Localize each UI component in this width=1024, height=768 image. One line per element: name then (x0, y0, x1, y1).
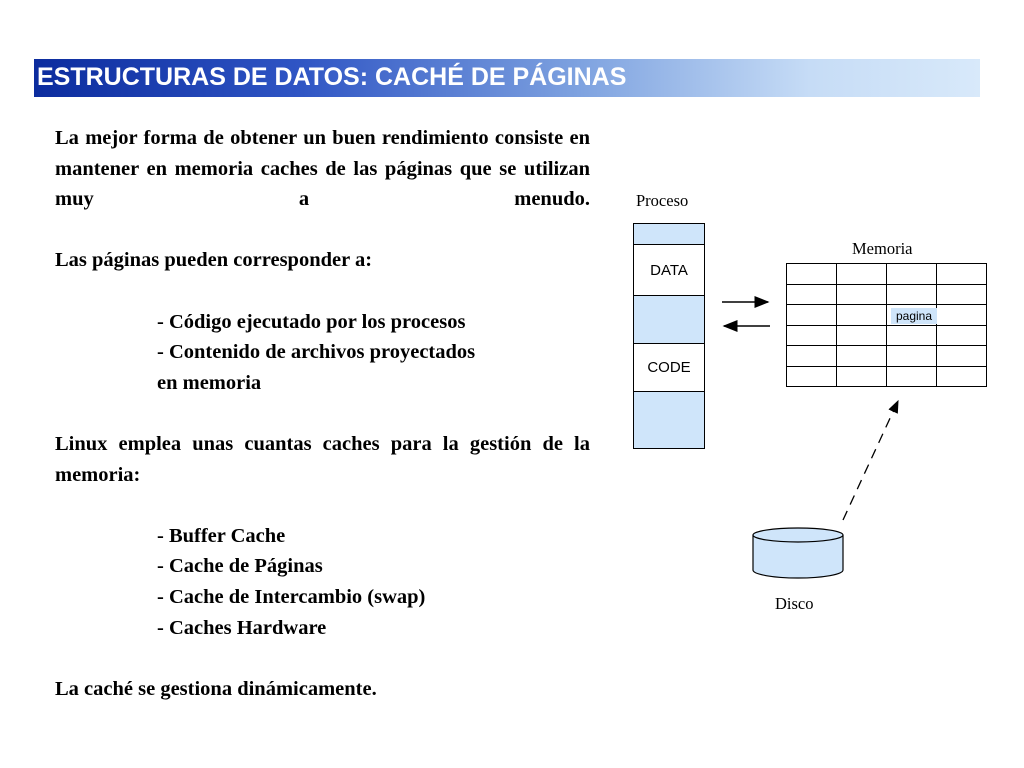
memory-label: Memoria (852, 239, 913, 258)
cache-item-hardware: - Caches Hardware (157, 616, 327, 639)
pages-item-files: - Contenido de archivos proyectados (157, 341, 476, 364)
page-title: ESTRUCTURAS DE DATOS: CACHÉ DE PÁGINAS (37, 63, 627, 91)
cache-item-buffer: - Buffer Cache (157, 524, 286, 547)
disk-label: Disco (775, 594, 814, 613)
cache-item-pages: - Cache de Páginas (157, 555, 323, 578)
pages-item-code: - Código ejecutado por los procesos (157, 310, 466, 333)
cache-item-swap: - Cache de Intercambio (swap) (157, 585, 426, 608)
closing-paragraph: La caché se gestiona dinámicamente. (55, 677, 377, 700)
pages-item-files-cont: en memoria (157, 371, 262, 394)
data-label: DATA (650, 262, 688, 279)
pages-heading: Las páginas pueden corresponder a: (55, 249, 373, 272)
linux-paragraph: Linux emplea unas cuantas caches para la gestión de la memoria: (55, 432, 590, 486)
arrow-disk-to-memory (843, 401, 898, 520)
disk-icon (753, 528, 843, 578)
code-label: CODE (647, 359, 691, 376)
process-label: Proceso (636, 191, 689, 210)
page-label: pagina (891, 308, 937, 324)
intro-paragraph: La mejor forma de obtener un buen rendimiento consiste en mantener en memoria caches de las páginas que se utilizan muy a menudo. (55, 127, 590, 211)
